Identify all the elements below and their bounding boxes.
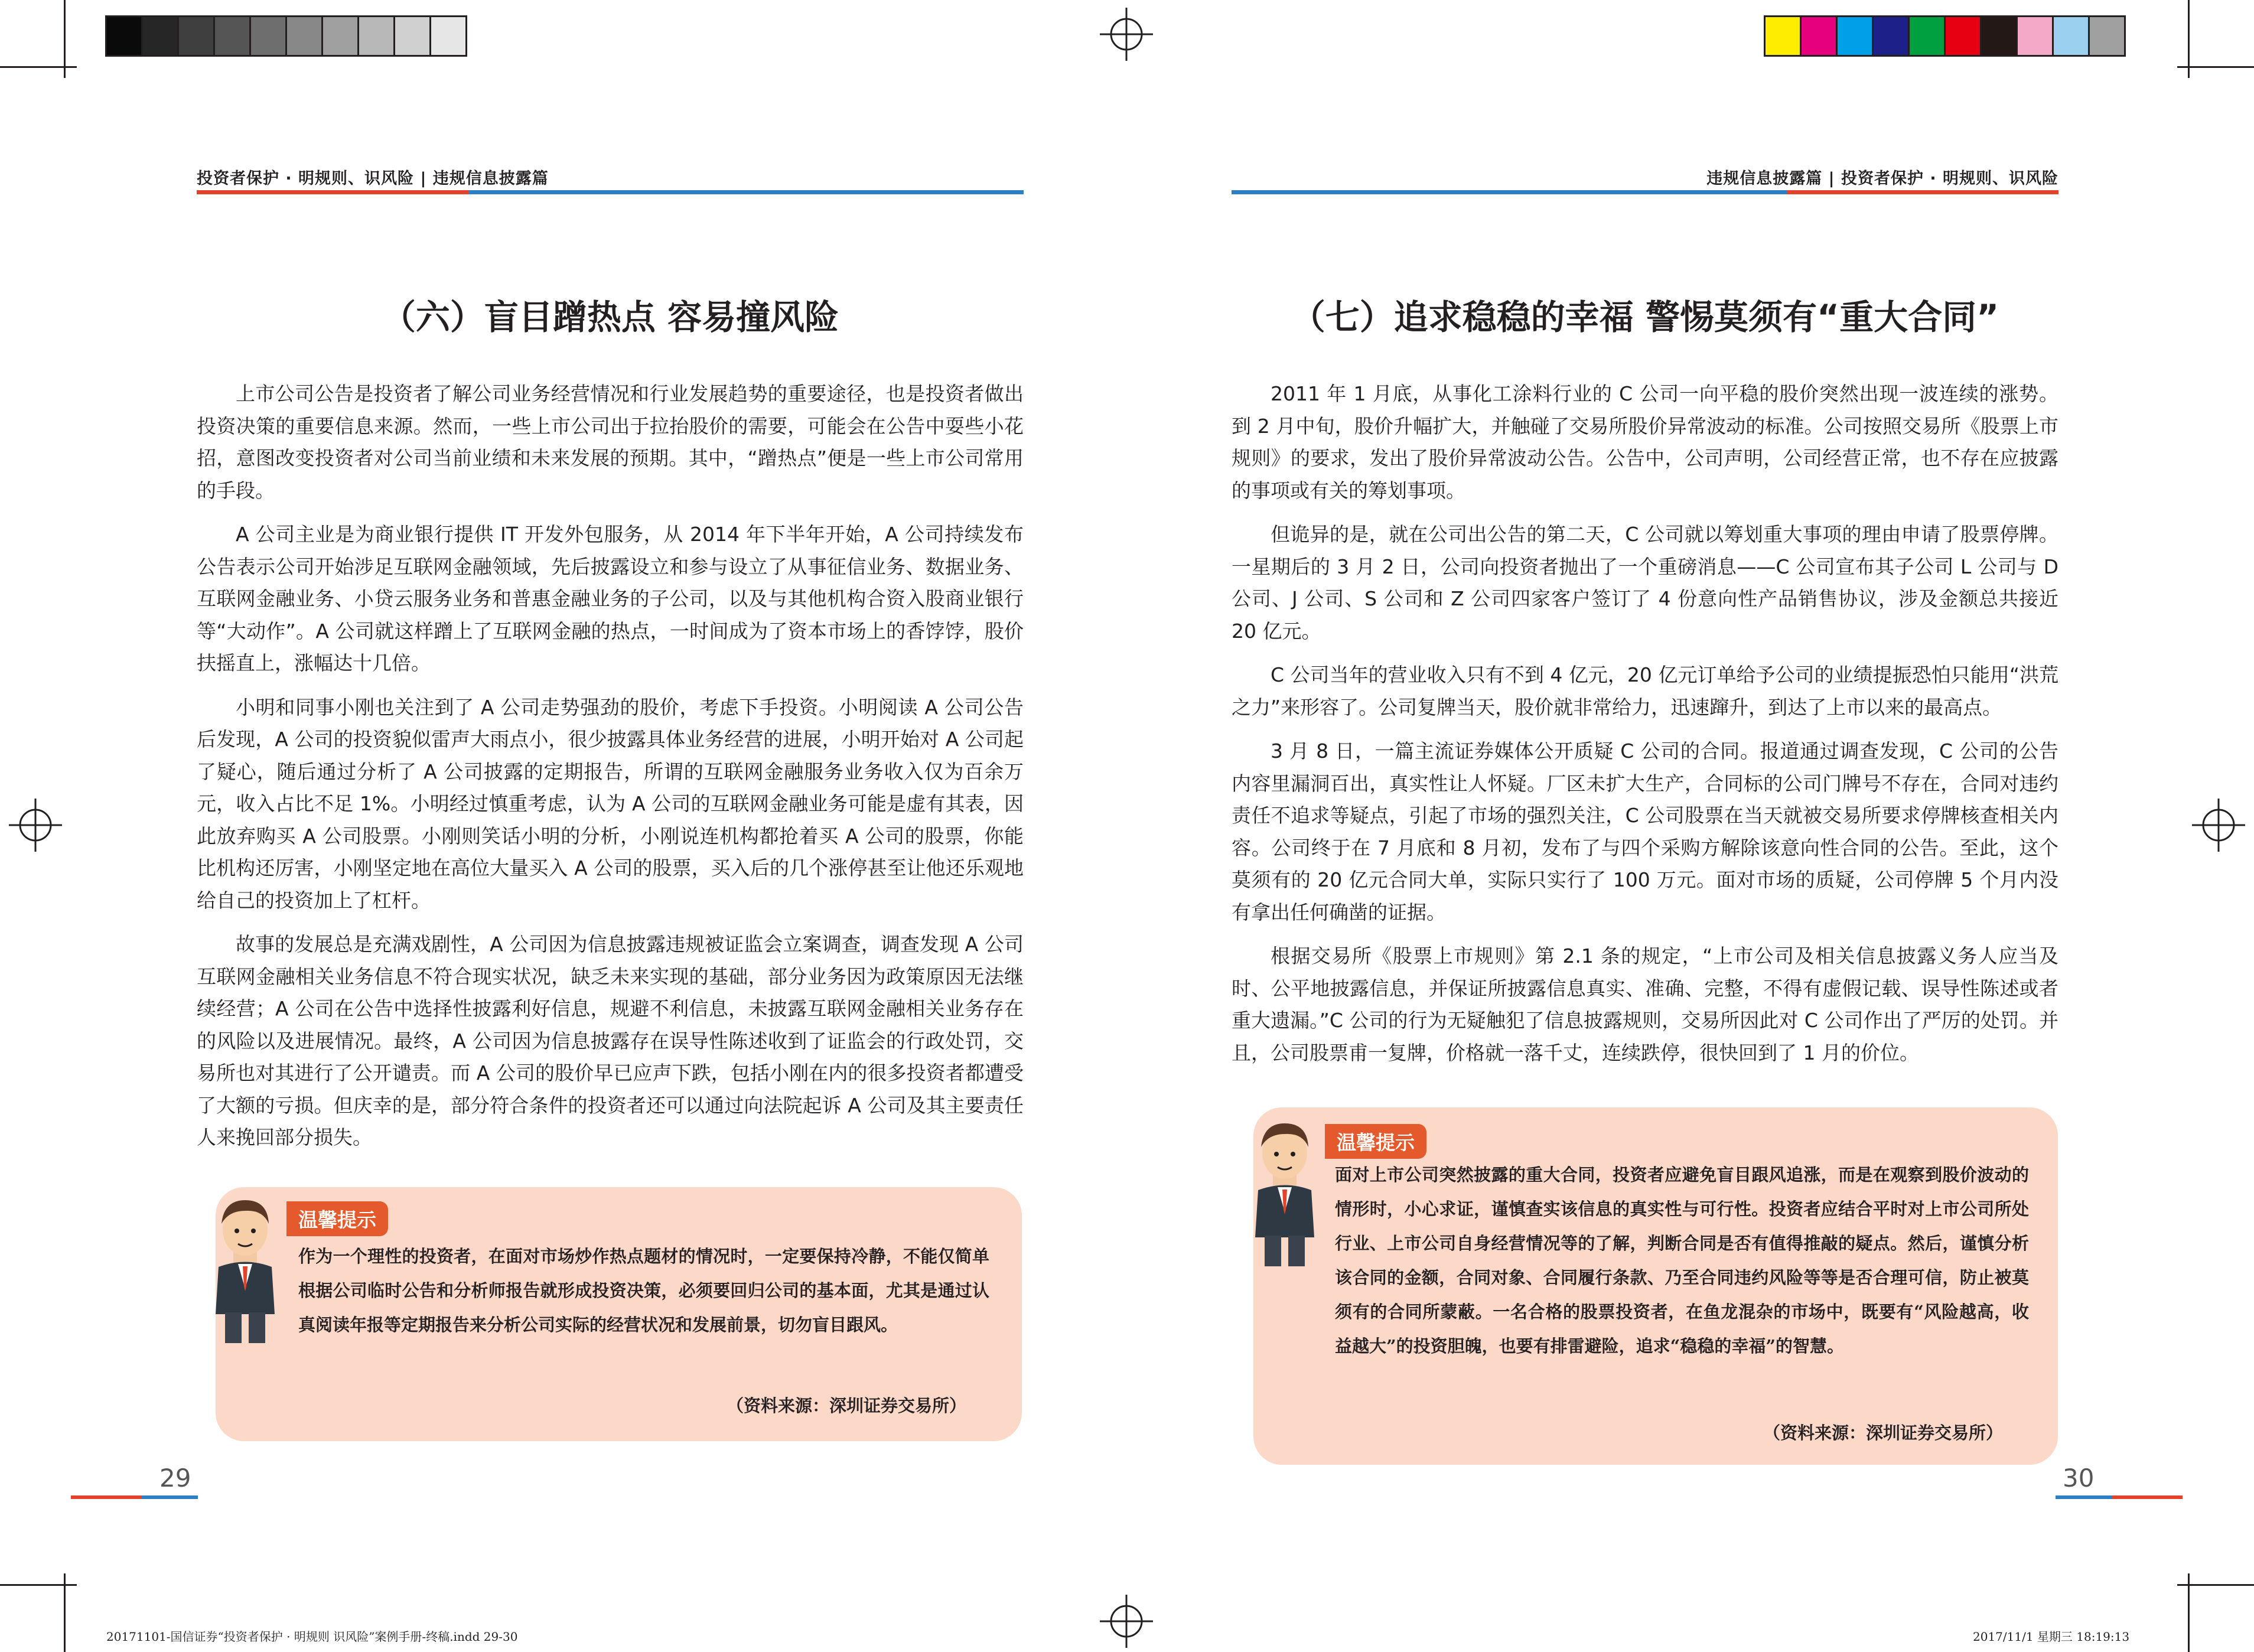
right-page-title: （七）追求稳稳的幸福 警惕莫须有“重大合同” [1291,297,1999,337]
gray-swatch [251,17,287,55]
gray-swatch [179,17,215,55]
left-tip-source: （资料来源：深圳证券交易所） [727,1396,967,1416]
paragraph: C 公司当年的营业收入只有不到 4 亿元，20 亿元订单给予公司的业绩提振恐怕只能用“洪荒之力”来形容了。公司复牌当天，股价就非常给力，迅速蹿升，到达了上市以来的最高点。 [1232,663,2058,719]
left-body-text [197,378,1024,1166]
right-tip-text: 面对上市公司突然披露的重大合同，投资者应避免盲目跟风追涨，而是在观察到股价波动的情形时，小心求证，谨慎查实该信息的真实性与可行性。投资者应结合平时对上市公司所处行业、上市公司自身经营情况等的了解，判断合同是否有值得推敲的疑点。然后，谨慎分析该合同的金额，合同对象、合同履行条款、乃至合同违约风险等等是否合理可信，防止被莫须有的合同所蒙蔽。一名合格的股票投资者，在鱼龙混杂的市场中，既要有“风险越高，收益越大”的投资胆魄，也要有排雷避险，追求“稳稳的幸福”的智慧。 [1335,1165,2029,1356]
slug-timestamp: 2017/11/1 星期三 18:19:13 [1973,1630,2130,1644]
color-swatch [1874,17,1910,55]
paragraph: 根据交易所《股票上市规则》第 2.1 条的规定，“上市公司及相关信息披露义务人应当及时、公平地披露信息，并保证所披露信息真实、准确、完整，不得有虚假记载、误导性陈述或者重大遗漏。”C 公司的行为无疑触犯了信息披露规则，交易所因此对 C 公司作出了严厉的处罚。并且，公司股票甫一复牌，价格就一落千丈，连续跌停，很快回到了 1 月的价位。 [1232,944,2058,1064]
left-page-number: 29 [159,1464,191,1493]
left-tip-text: 作为一个理性的投资者，在面对市场炒作热点题材的情况时，一定要保持冷静，不能仅简单根据公司临时公告和分析师报告就形成投资决策，必须要回归公司的基本面，尤其是通过认真阅读年报等定期报告来分析公司实际的经营状况和发展前景，切勿盲目跟风。 [298,1246,989,1335]
gray-swatch [323,17,359,55]
left-header-rule [197,190,1024,194]
color-swatch [2090,17,2124,55]
color-swatch [1910,17,1946,55]
gray-swatch [215,17,251,55]
color-swatch [1838,17,1874,55]
color-swatch [1946,17,1982,55]
color-swatch [1982,17,2018,55]
registration-mark-right [2192,799,2245,852]
paragraph: 小明和同事小刚也关注到了 A 公司走势强劲的股价，考虑下手投资。小明阅读 A 公司公告后发现，A 公司的投资貌似雷声大雨点小，很少披露具体业务经营的进展，小明开始对 A 公司起了疑心，随后通过分析了 A 公司披露的定期报告，所谓的互联网金融服务业务收入仅为百余万元，收入占比不足 1%。小明经过慎重考虑，认为 A 公司的互联网金融业务可能是虚有其表，因此放弃购买 A 公司股票。小刚则笑话小明的分析，小刚说连机构都抢着买 A 公司的股票，你能比机构还厉害，小刚坚定地在高位大量买入 A 公司的股票，买入后的几个涨停甚至让他还乐观地给自己的投资加上了杠杆。 [197,695,1024,912]
right-tip-source: （资料来源：深圳证券交易所） [1763,1423,2004,1443]
color-swatch [2018,17,2054,55]
left-tip-badge: 温馨提示 [286,1201,388,1236]
paragraph: 3 月 8 日，一篇主流证券媒体公开质疑 C 公司的合同。报道通过调查发现，C 公司的公告内容里漏洞百出，真实性让人怀疑。厂区未扩大生产，合同标的公司门牌号不存在，合同对违约责任不追求等疑点，引起了市场的强烈关注，C 公司股票在当天就被交易所要求停牌核查相关内容。公司终于在 7 月底和 8 月初，发布了与四个采购方解除该意向性合同的公告。至此，这个莫须有的 20 亿元合同大单，实际只实行了 100 万元。面对市场的质疑，公司停牌 5 个月内没有拿出任何确凿的证据。 [1232,739,2058,924]
gray-swatch [107,17,143,55]
color-swatch [2054,17,2090,55]
grayscale-swatch-bar [105,15,467,57]
right-page-number-rule [2056,1495,2183,1499]
gray-swatch [431,17,465,55]
registration-mark-top [1100,8,1153,61]
right-tip-badge: 温馨提示 [1325,1124,1426,1159]
left-running-header: 投资者保护 · 明规则、识风险 | 违规信息披露篇 [197,170,549,188]
advisor-avatar-icon [1243,1110,1326,1270]
registration-mark-left [9,799,62,852]
right-running-header: 违规信息披露篇 | 投资者保护 · 明规则、识风险 [1706,170,2058,188]
right-header-rule [1232,190,2058,194]
paragraph: 故事的发展总是充满戏剧性，A 公司因为信息披露违规被证监会立案调查，调查发现 A 公司互联网金融相关业务信息不符合现实状况，缺乏未来实现的基础，部分业务因为政策原因无法继续经营；A 公司在公告中选择性披露利好信息，规避不利信息，未披露互联网金融相关业务存在的风险以及进展情况。最终，A 公司因为信息披露存在误导性陈述收到了证监会的行政处罚，交易所也对其进行了公开谴责。而 A 公司的股价早已应声下跌，包括小刚在内的很多投资者都遭受了大额的亏损。但庆幸的是，部分符合条件的投资者还可以通过向法院起诉 A 公司及其主要责任人来挽回部分损失。 [197,933,1024,1149]
paragraph: 但诡异的是，就在公司出公告的第二天，C 公司就以筹划重大事项的理由申请了股票停牌。一星期后的 3 月 2 日，公司向投资者抛出了一个重磅消息——C 公司宣布其子公司 L 公司与 D 公司、J 公司、S 公司和 Z 公司四家客户签订了 4 份意向性产品销售协议，涉及金额总共接近 20 亿元。 [1232,523,2058,643]
paragraph: 上市公司公告是投资者了解公司业务经营情况和行业发展趋势的重要途径，也是投资者做出投资决策的重要信息来源。然而，一些上市公司出于拉抬股价的需要，可能会在公告中耍些小花招，意图改变投资者对公司当前业绩和未来发展的预期。其中，“蹭热点”便是一些上市公司常用的手段。 [197,382,1024,502]
paragraph: A 公司主业是为商业银行提供 IT 开发外包服务，从 2014 年下半年开始，A 公司持续发布公告表示公司开始涉足互联网金融领域，先后披露设立和参与设立了从事征信业务、数据业务、互联网金融业务、小贷云服务业务和普惠金融业务的子公司，以及与其他机构合资入股商业银行等“大动作”。A 公司就这样蹭上了互联网金融的热点，一时间成为了资本市场上的香饽饽，股价扶摇直上，涨幅达十几倍。 [197,523,1024,675]
color-swatch-bar [1764,15,2126,57]
slug-file-name: 20171101-国信证券“投资者保护 · 明规则 识风险”案例手册-终稿.indd 29-30 [106,1630,518,1644]
advisor-avatar-icon [204,1187,286,1347]
paragraph: 2011 年 1 月底，从事化工涂料行业的 C 公司一向平稳的股价突然出现一波连续的涨势。到 2 月中旬，股价升幅扩大，并触碰了交易所股价异常波动的标准。公司按照交易所《股票上市规则》的要求，发出了股价异常波动公告。公告中，公司声明，公司经营正常，也不存在应披露的事项或有关的筹划事项。 [1232,382,2058,502]
left-page-number-rule [71,1495,198,1499]
gray-swatch [395,17,431,55]
gray-swatch [359,17,395,55]
gray-swatch [287,17,323,55]
color-swatch [1802,17,1838,55]
color-swatch [1766,17,1802,55]
registration-mark-bottom [1100,1595,1153,1648]
right-page-number: 30 [2063,1464,2095,1493]
gray-swatch [143,17,179,55]
right-body-text [1232,378,2058,1081]
left-page-title: （六）盲目蹭热点 容易撞风险 [381,297,839,337]
